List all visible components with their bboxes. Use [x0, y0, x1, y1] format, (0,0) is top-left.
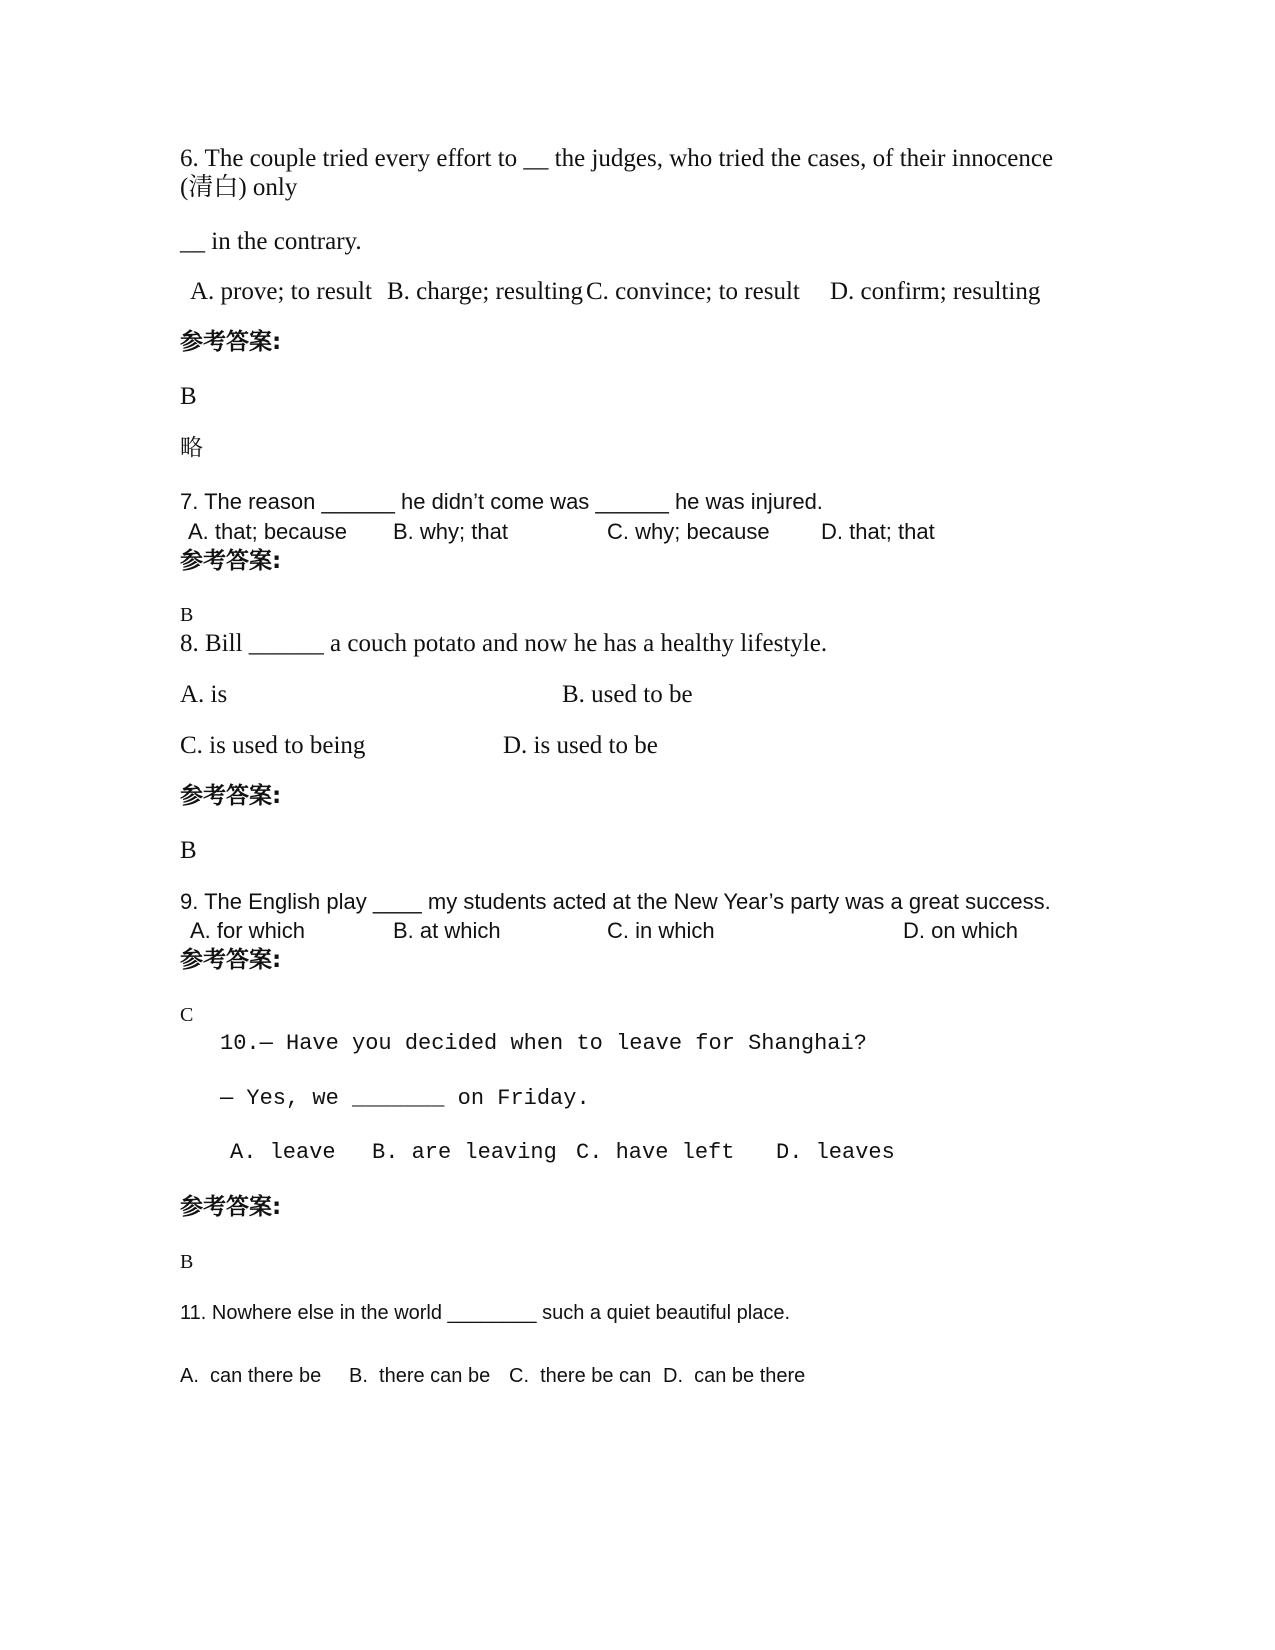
q6-option-b: B. charge; resulting	[387, 278, 584, 305]
q10-option-b: B. are leaving	[372, 1140, 557, 1165]
q7-option-b: B. why; that	[393, 519, 508, 544]
q10-option-c: C. have left	[576, 1140, 735, 1165]
q8-option-c: C. is used to being	[180, 732, 366, 759]
q9-question: 9. The English play ____ my students acted at the New Year’s party was a great success.	[180, 889, 1051, 914]
q7-answer: B	[180, 604, 194, 626]
q10-question-line1: 10.— Have you decided when to leave for Shanghai?	[220, 1031, 867, 1056]
q8-answer: B	[180, 837, 197, 864]
q9-option-c: C. in which	[607, 918, 715, 943]
q6-question-line1: 6. The couple tried every effort to __ the judges, who tried the cases, of their innocence	[180, 145, 1054, 172]
q6-question-line2: (清白) only	[180, 174, 298, 201]
q11-option-d: D. can be there	[663, 1365, 806, 1387]
q10-answer-heading: 参考答案:	[180, 1194, 282, 1220]
q6-option-d: D. confirm; resulting	[830, 278, 1041, 305]
q9-option-d: D. on which	[903, 918, 1018, 943]
q8-option-b: B. used to be	[562, 681, 693, 708]
q7-question: 7. The reason ______ he didn’t come was ______ he was injured.	[180, 489, 823, 514]
q6-answer-heading: 参考答案:	[180, 329, 282, 355]
q10-option-d: D. leaves	[776, 1140, 895, 1165]
q7-option-a: A. that; because	[188, 519, 347, 544]
q11-option-a: A. can there be	[180, 1365, 322, 1387]
q7-option-d: D. that; that	[821, 519, 935, 544]
q10-answer: B	[180, 1251, 194, 1273]
q6-option-c: C. convince; to result	[586, 278, 800, 305]
q7-answer-heading: 参考答案:	[180, 548, 282, 574]
q10-option-a: A. leave	[230, 1140, 336, 1165]
q8-answer-heading: 参考答案:	[180, 783, 282, 809]
q8-option-a: A. is	[180, 681, 228, 708]
q7-option-c: C. why; because	[607, 519, 770, 544]
q6-question-line3: __ in the contrary.	[180, 228, 362, 255]
q6-option-a: A. prove; to result	[190, 278, 372, 305]
q6-explanation: 略	[180, 435, 203, 461]
q8-question: 8. Bill ______ a couch potato and now he has a healthy lifestyle.	[180, 630, 828, 657]
q8-option-d: D. is used to be	[503, 732, 658, 759]
q6-answer: B	[180, 383, 197, 410]
q9-option-b: B. at which	[393, 918, 501, 943]
q9-option-a: A. for which	[190, 918, 305, 943]
q10-question-line2: — Yes, we _______ on Friday.	[220, 1086, 590, 1111]
q11-question: 11. Nowhere else in the world ________ such a quiet beautiful place.	[180, 1302, 791, 1324]
q9-answer: C	[180, 1004, 194, 1026]
q9-answer-heading: 参考答案:	[180, 947, 282, 973]
q11-option-b: B. there can be	[349, 1365, 491, 1387]
q11-option-c: C. there be can	[509, 1365, 652, 1387]
